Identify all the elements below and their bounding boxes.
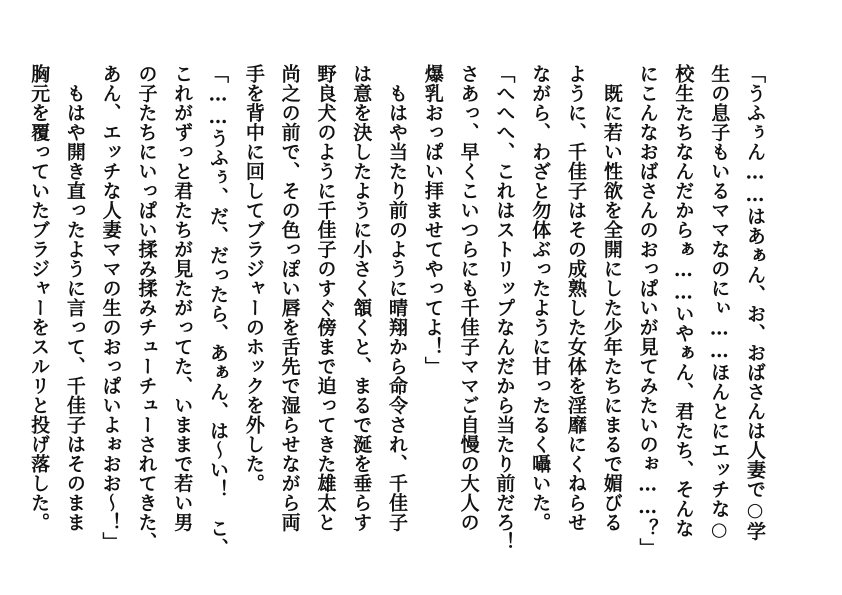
text-line: あん、エッチな人妻ママの生のおっぱいよぉおお～！」: [99, 64, 122, 552]
text-line: ように、千佳子はその成熟した女体を淫靡にくねらせ: [565, 64, 588, 532]
text-line: 「……うふぅ、だ、だったら、あぁん、は～い！ こ、: [207, 64, 230, 558]
text-line: 「うふぅん……はあぁん、お、おばさんは人妻で○学: [744, 64, 766, 541]
text-line: 野良犬のように千佳子のすぐ傍まで迫ってきた雄太と: [314, 64, 337, 532]
text-line: 爆乳おっぱい拝ませてやってよ！」: [421, 64, 444, 376]
vertical-text-body: [20, 64, 772, 558]
text-line: ながら、わざと勿体ぶったように甘ったるく囁いた。: [529, 64, 552, 532]
text-line: 「へへへ、これはストリップなんだから当たり前だろ！: [493, 64, 516, 552]
text-line: 手を背中に回してブラジャーのホックを外した。: [242, 64, 265, 493]
text-line: 尚之の前で、その色っぽい唇を舌先で湿らせながら両: [278, 64, 301, 532]
text-line: の子たちにいっぱい揉み揉みチューチューされてきた、: [135, 64, 158, 552]
text-line: もはや当たり前のように晴翔から命令され、千佳子: [386, 64, 409, 532]
text-line: さあっ、早くこいつらにも千佳子ママご自慢の大人の: [457, 64, 480, 532]
text-line: これがずっと君たちが見たがってた、いままで若い男: [171, 64, 194, 532]
text-line: にこんなおばさんのおっぱいが見てみたいのぉ……？」: [636, 64, 659, 558]
text-line: 生の息子もいるママなのにぃ……ほんとにエッチな○: [708, 64, 731, 541]
text-line: 既に若い性欲を全開にした少年たちにまるで媚びる: [600, 64, 623, 532]
text-line: は意を決したように小さく頷くと、まるで涎を垂らす: [350, 64, 373, 532]
text-line: 校生たちなんだからぁ……いやぁん、君たち、そんな: [672, 64, 695, 538]
text-line: もはや開き直ったように言って、千佳子はそのまま: [63, 64, 86, 532]
text-line: 胸元を覆っていたブラジャーをスルリと投げ落した。: [28, 64, 51, 532]
